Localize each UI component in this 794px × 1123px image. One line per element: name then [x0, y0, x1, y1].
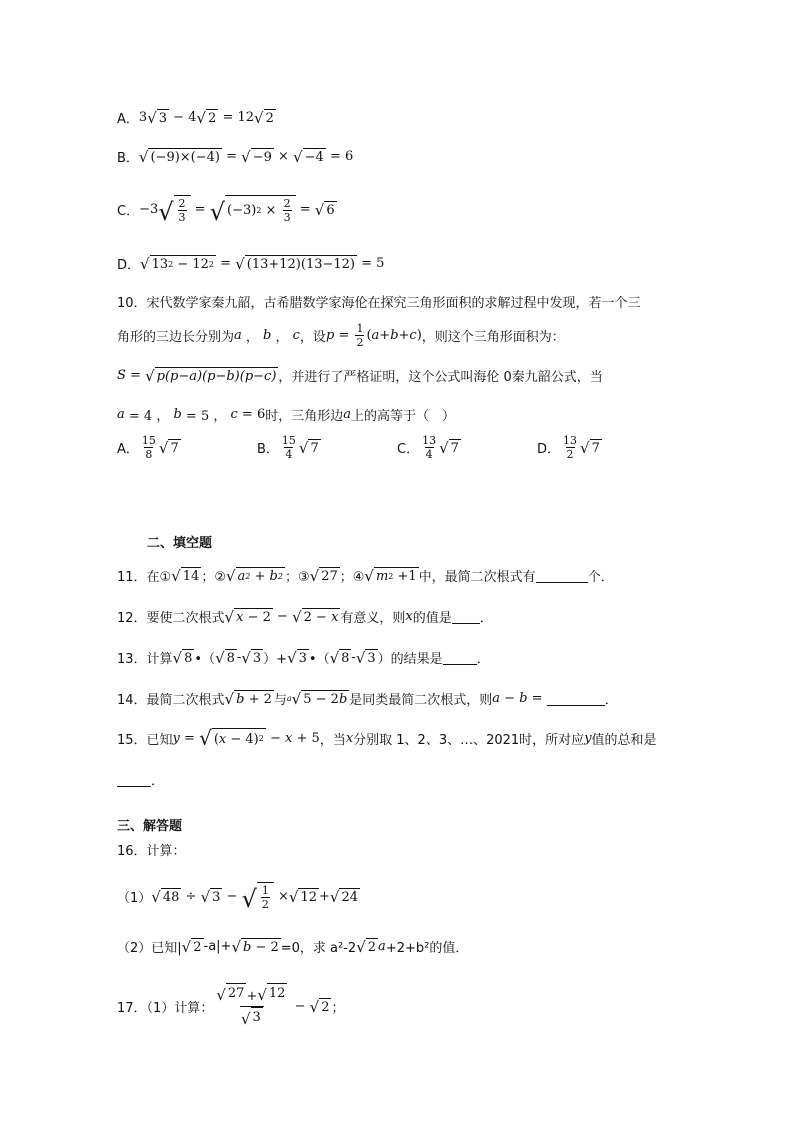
q16-part2-expr-3: √ 2 a: [356, 938, 386, 956]
q15-text: 值的总和是: [591, 732, 657, 748]
var-a: a: [234, 328, 242, 343]
q10-option-d[interactable]: [537, 434, 602, 461]
option-d-expression: √ 13 2 − 12 2 = √ (13+12)(13−12) = 5: [140, 255, 385, 273]
q15-text: ，当: [319, 732, 346, 748]
question-15-line-2: [117, 770, 164, 789]
q10-text: ，并进行了严格证明，这个公式叫海伦 0秦九韶公式，当: [278, 370, 603, 385]
q9-option-c[interactable]: [117, 195, 337, 224]
answer-blank[interactable]: [536, 568, 588, 583]
option-label: A．: [117, 442, 139, 457]
q11-text: 中，最简二次根式有: [418, 570, 536, 585]
option-label: C．: [397, 442, 420, 457]
heron-formula: S = √ p(p−a)(p−b)(p−c): [117, 367, 277, 385]
q16-text: （1）: [117, 891, 152, 906]
q13-expr-4: √ 8 - √ 3: [329, 649, 376, 667]
q17-text: 17．（1）计算：: [117, 1001, 214, 1016]
var-y: y: [584, 730, 592, 746]
q15-expr: y = √ ( x − 4) 2 − x + 5: [172, 726, 320, 750]
q15-text: ．: [151, 774, 165, 789]
q16-part2-expr-2: √ b − 2: [231, 938, 279, 956]
var-a: a: [343, 407, 351, 422]
given-values: a = 4 ， b = 5 ， c = 6: [117, 407, 266, 424]
q14-text: 是同类最简二次根式，则: [349, 693, 493, 708]
q15-text: 分别取 1、2、3、…、2021时，所对应: [353, 732, 585, 748]
q11-text: ；④: [339, 570, 365, 585]
q10-line-3: [117, 366, 603, 385]
option-a-expression: 3 √ 3 − 4 √ 2 = 12 √ 2: [138, 109, 274, 127]
answer-blank[interactable]: [443, 650, 477, 665]
q9-option-d[interactable]: [117, 254, 384, 273]
q15-text: 15．已知: [117, 732, 173, 748]
q10-text: ，设: [299, 330, 326, 345]
question-16-part-1: [117, 882, 360, 911]
q11-expr-2: √ a 2 + b 2: [225, 567, 283, 585]
q12-text: 有意义，则: [340, 611, 406, 626]
var-x: x: [405, 609, 413, 624]
section-heading-fill-in: 二、填空题: [147, 536, 213, 551]
q17-expr: √ 27 + √ 12 √ 3 − √ 2: [213, 983, 331, 1030]
q13-expr-3: √ 3: [287, 649, 307, 667]
answer-blank[interactable]: [452, 609, 480, 624]
q10-line-4: [117, 405, 455, 424]
option-label: B．: [257, 442, 279, 457]
q13-text: ．: [476, 652, 490, 667]
q16-text: +2+b²的值．: [385, 941, 469, 956]
option-c-expression: −3 √ $\frac{2}{3}$ = √ (−3) 2 × $\frac{2}{3}$ = √ 6: [139, 197, 335, 226]
section-heading-solve: 三、解答题: [117, 819, 183, 834]
q16-part2-expr-1: √ 2: [181, 938, 202, 956]
question-16-part-2: [117, 937, 468, 956]
q11-text: ；②: [201, 570, 226, 585]
option-label: A．: [117, 112, 139, 127]
q10-text: 时，三角形边: [265, 409, 344, 424]
q14-text: ．: [604, 693, 618, 708]
question-12: [117, 607, 493, 626]
q10-line-2: 角形的三边长分别为 a ， b ， c ，设 p = $\frac{1}{2}$ ( a + b + c ) ，则这个三角形面积为：: [117, 322, 565, 349]
q14-text: 与: [273, 693, 287, 708]
q17-text: ；: [331, 1001, 345, 1016]
q11-text: 11．在①: [117, 570, 172, 585]
q10-text: 10．宋代数学家秦九韶，古希腊数学家海伦在探究三角形面积的求解过程中发现，若一个三: [117, 296, 641, 311]
option-label: D．: [117, 258, 141, 273]
var-c: c: [292, 328, 300, 343]
option-a-value: $\frac{15}{8}$ √ 7: [141, 434, 179, 461]
q16-text: （2）已知|: [117, 941, 182, 956]
q10-option-c[interactable]: [397, 434, 461, 461]
q10-option-a[interactable]: [117, 434, 181, 461]
question-15: [117, 728, 657, 748]
q13-text: •（: [308, 652, 330, 667]
q12-text: 的值是: [412, 611, 452, 626]
p-formula: p = $\frac{1}{2}$ ( a + b + c ): [325, 322, 422, 349]
question-17: [117, 983, 344, 1030]
q10-text: 角形的三边长分别为: [117, 330, 235, 345]
question-13: [117, 648, 490, 667]
question-14: [117, 689, 618, 708]
option-c-value: $\frac{13}{4}$ √ 7: [422, 434, 459, 461]
q9-option-b[interactable]: [117, 147, 353, 166]
q13-text: 13．计算: [117, 652, 173, 667]
option-label: B．: [117, 151, 139, 166]
q16-text: =0，求 a²-2: [280, 941, 357, 956]
answer-blank[interactable]: [117, 772, 151, 787]
q10-line-1: [117, 292, 641, 311]
q14-expr-2: a √ 5 − 2 b: [286, 690, 348, 708]
var-b: b: [263, 328, 272, 343]
q11-expr-4: √ m 2 +1: [364, 567, 417, 585]
option-d-value: $\frac{13}{2}$ √ 7: [563, 434, 600, 461]
q11-text: ；③: [284, 570, 310, 585]
question-11: [117, 566, 614, 585]
q13-expr-1: √ 8: [172, 649, 193, 667]
var-x: x: [345, 730, 354, 746]
option-b-value: $\frac{15}{4}$ √ 7: [281, 434, 319, 461]
option-label: C．: [117, 204, 140, 219]
q11-text: 个．: [587, 570, 614, 585]
q16-text: 16．计算：: [117, 844, 186, 859]
q12-text: ．: [479, 611, 493, 626]
q14-expr-1: √ b + 2: [224, 690, 272, 708]
question-16-title: [117, 840, 186, 859]
q14-expr-3: a − b =: [492, 691, 547, 706]
q12-expr: √ x − 2 − √ 2 − x: [224, 608, 339, 626]
q10-text: 上的高等于（ ）: [351, 409, 456, 424]
option-b-expression: √ (−9)×(−4) = √ −9 × √ −4 = 6: [138, 148, 354, 166]
q12-text: 12．要使二次根式: [117, 611, 225, 626]
q10-option-b[interactable]: [257, 434, 321, 461]
answer-blank[interactable]: [547, 691, 605, 706]
q16-part1-expr: √ 48 ÷ √ 3 − √ $\frac{1}{2}$ × √ 12 + √ 24: [151, 884, 359, 913]
q13-text: ）的结果是: [377, 652, 443, 667]
q13-expr-2: √ 8 - √ 3: [215, 649, 262, 667]
q9-option-a[interactable]: [117, 108, 276, 127]
q11-expr-1: √ 14: [171, 567, 200, 585]
q13-text: •（: [194, 652, 216, 667]
q10-text: ，则这个三角形面积为：: [421, 330, 565, 345]
q14-text: 14．最简二次根式: [117, 693, 225, 708]
q13-text: ）+: [263, 652, 288, 667]
option-label: D．: [537, 442, 561, 457]
q11-expr-3: √ 27: [309, 567, 338, 585]
q16-text: -a|+: [203, 939, 232, 954]
